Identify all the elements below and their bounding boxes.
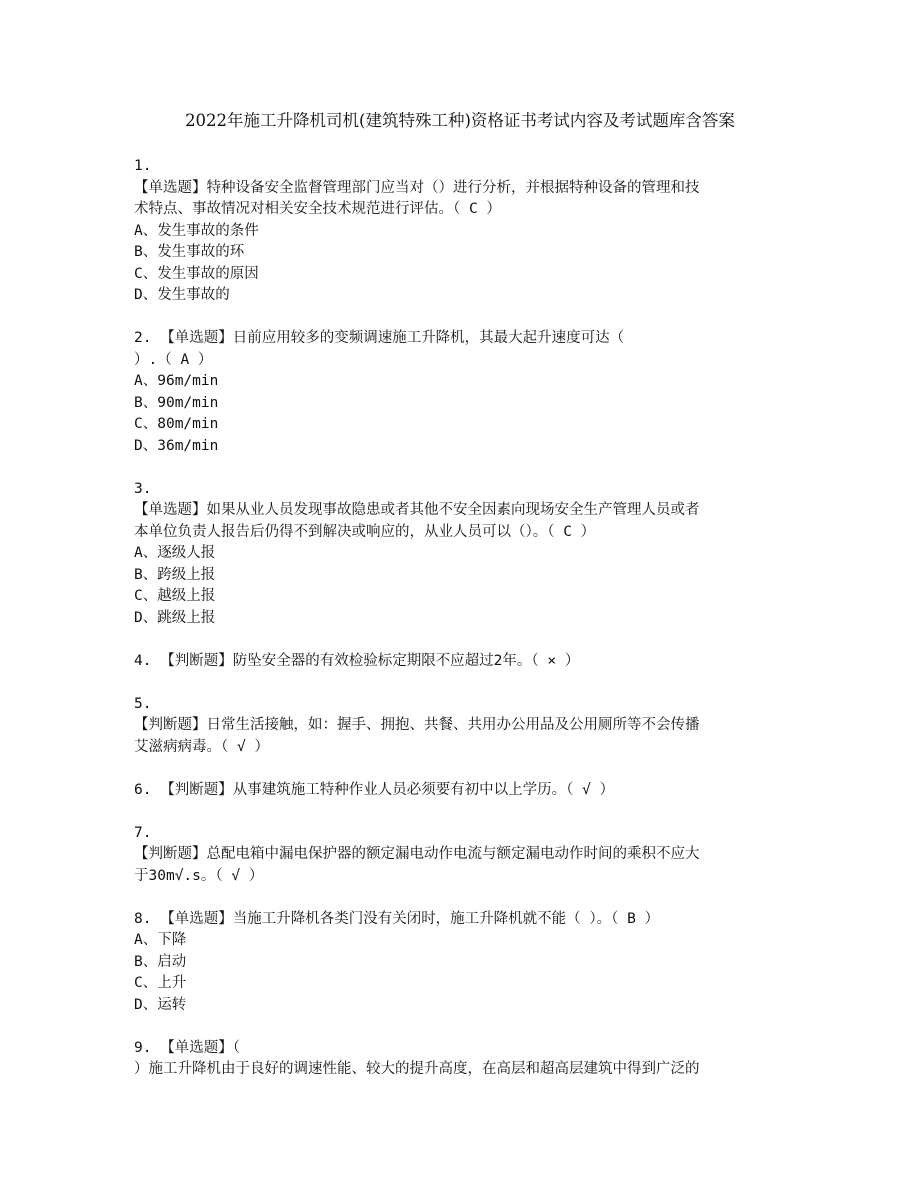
answer-option: B、启动: [134, 953, 187, 970]
question-text-line: 艾滋病病毒。（ √ ）: [134, 738, 269, 755]
question-9: [134, 1038, 784, 1081]
answer-option: B、跨级上报: [134, 566, 216, 583]
question-text-line: 【判断题】总配电箱中漏电保护器的额定漏电动作电流与额定漏电动作时间的乘积不应大: [134, 846, 700, 862]
question-text-line: 于30m√.s。（ √ ）: [134, 867, 264, 884]
question-text-line: 5.: [134, 695, 152, 712]
question-text-line: 9. 【单选题】（: [134, 1039, 240, 1056]
question-text-line: ）施工升降机由于良好的调速性能、较大的提升高度，在高层和超高层建筑中得到广泛的: [134, 1061, 700, 1077]
question-4: [134, 651, 784, 673]
answer-option: B、90m/min: [134, 394, 219, 411]
answer-option: A、96m/min: [134, 373, 219, 389]
answer-option: A、下降: [134, 932, 187, 948]
question-text-line: 4. 【判断题】防坠安全器的有效检验标定期限不应超过2年。（ × ）: [134, 652, 580, 669]
answer-option: C、上升: [134, 975, 187, 991]
question-text-line: 8. 【单选题】当施工升降机各类门没有关闭时，施工升降机就不能（ ）。（ B ）: [134, 910, 660, 927]
question-1: [134, 156, 784, 307]
question-text-line: 7.: [134, 824, 152, 841]
answer-option: A、发生事故的条件: [134, 222, 259, 239]
answer-option: D、跳级上报: [134, 609, 216, 626]
question-text-line: 1.: [134, 158, 152, 174]
question-text-line: 6. 【判断题】从事建筑施工特种作业人员必须要有初中以上学历。（ √ ）: [134, 781, 615, 798]
question-3: [134, 479, 784, 630]
question-6: [134, 780, 784, 802]
question-text-line: ）.（ A ）: [134, 351, 213, 368]
question-8: [134, 909, 784, 1017]
document-title: 2022年施工升降机司机(建筑特殊工种)资格证书考试内容及考试题库含答案: [185, 111, 735, 130]
answer-option: C、越级上报: [134, 588, 216, 604]
question-text-line: 【单选题】如果从业人员发现事故隐患或者其他不安全因素向现场安全生产管理人员或者: [134, 502, 700, 518]
question-list: [134, 156, 784, 1102]
answer-option: C、发生事故的原因: [134, 265, 259, 282]
answer-option: D、发生事故的: [134, 287, 230, 303]
question-text-line: 术特点、事故情况对相关安全技术规范进行评估。（ C ）: [134, 201, 501, 217]
answer-option: D、运转: [134, 996, 187, 1013]
answer-option: C、80m/min: [134, 416, 219, 432]
answer-option: B、发生事故的环: [134, 244, 245, 260]
question-text-line: 本单位负责人报告后仍得不到解决或响应的，从业人员可以（）。（ C ）: [134, 523, 596, 540]
question-text-line: 【判断题】日常生活接触，如：握手、拥抱、共餐、共用办公用品及公用厕所等不会传播: [134, 717, 700, 733]
question-text-line: 3.: [134, 480, 152, 497]
answer-option: D、36m/min: [134, 437, 219, 454]
question-7: [134, 823, 784, 888]
question-text-line: 2. 【单选题】日前应用较多的变频调速施工升降机，其最大起升速度可达（: [134, 330, 625, 346]
question-2: [134, 328, 784, 457]
question-5: [134, 694, 784, 759]
answer-option: A、逐级人报: [134, 545, 216, 561]
question-text-line: 【单选题】特种设备安全监督管理部门应当对（）进行分析，并根据特种设备的管理和技: [134, 179, 700, 196]
